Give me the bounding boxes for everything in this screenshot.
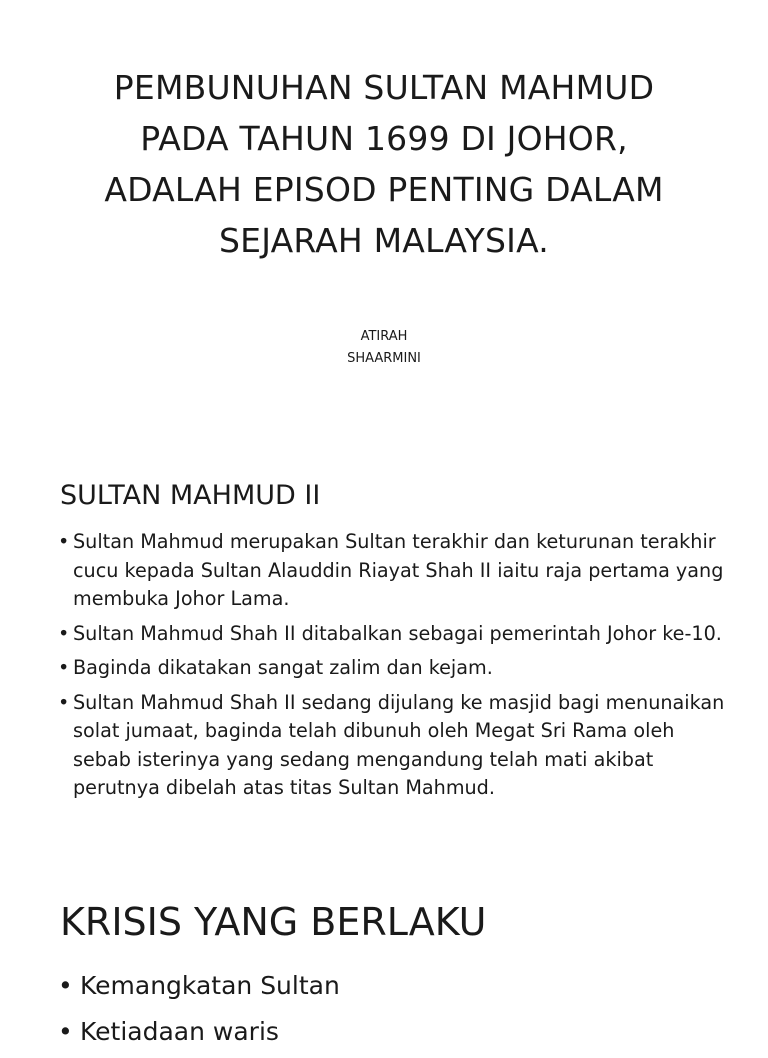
bullet-icon: • [58,621,70,645]
bullet-icon: • [58,1017,73,1046]
author-name: SHAARMINI [347,351,421,366]
list-item [58,689,728,803]
krisis-slide [0,872,768,1046]
bullet-icon: • [58,656,70,679]
title-line: ADALAH EPISOD PENTING DALAM [104,170,664,209]
list-item [58,966,728,1006]
bullet-text: Sultan Mahmud merupakan Sultan terakhir dan keturunan terakhir cucu kepada Sultan Alauddin Riayat Shah II iaitu raja pertama yang membuka Johor Lama. [73,530,724,610]
bullet-text: Baginda dikatakan sangat zalim dan kejam. [73,656,493,679]
list-item [58,620,728,649]
bullet-text: Sultan Mahmud Shah II ditabalkan sebagai pemerintah Johor ke-10. [73,621,722,645]
authors-block [0,326,768,370]
presentation-title [40,62,728,266]
title-line: SEJARAH MALAYSIA. [219,221,549,260]
author-name: ATIRAH [360,329,408,344]
bullet-list [58,966,728,1058]
bullet-icon: • [58,690,70,714]
bullet-list [58,528,728,809]
list-item [58,1012,728,1052]
list-item [58,654,728,683]
sultan-mahmud-slide [0,446,768,866]
bullet-text: Kemangkatan Sultan [80,971,340,1000]
bullet-text: Sultan Mahmud Shah II sedang dijulang ke masjid bagi menunaikan solat jumaat, baginda telah dibunuh oleh Megat Sri Rama oleh sebab isterinya yang sedang mengandung telah mati akibat perutnya dibelah atas titas Sultan Mahmud. [73,690,725,799]
bullet-text: Ketiadaan waris [80,1017,279,1046]
slide-heading: KRISIS YANG BERLAKU [60,900,487,944]
slide-heading: SULTAN MAHMUD II [60,480,321,511]
list-item [58,528,728,614]
bullet-icon: • [58,971,73,1000]
title-line: PADA TAHUN 1699 DI JOHOR, [140,119,628,158]
title-slide [0,0,768,440]
bullet-icon: • [58,530,70,553]
title-line: PEMBUNUHAN SULTAN MAHMUD [113,68,655,107]
